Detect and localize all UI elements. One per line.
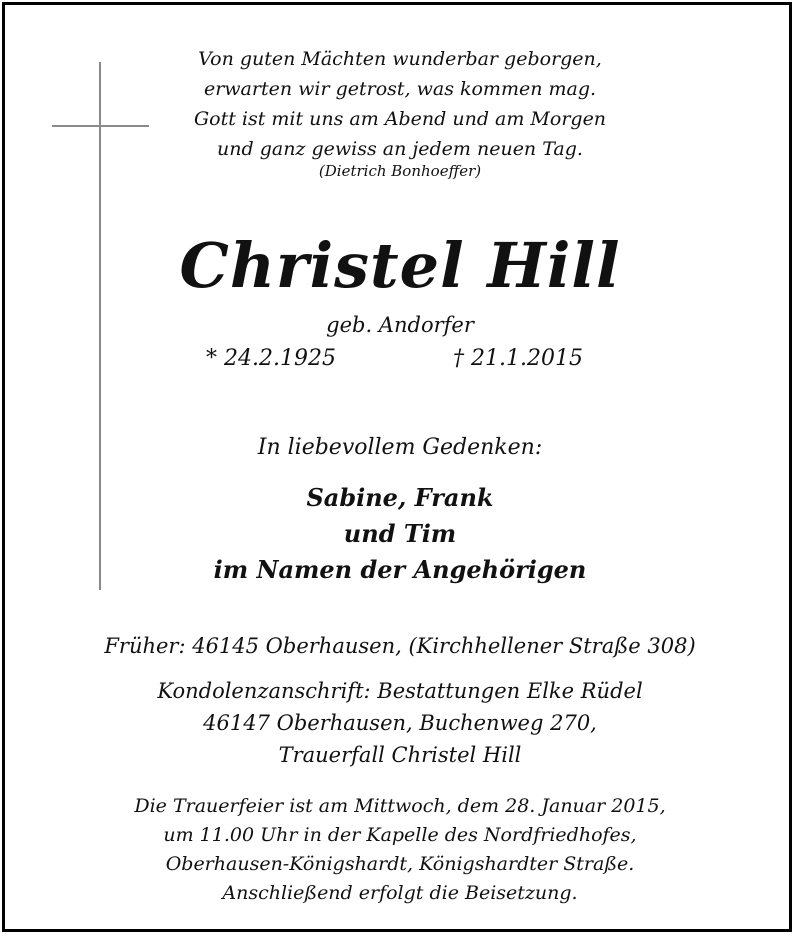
former-address	[0, 630, 800, 662]
birth-date: * 24.2.1925	[206, 346, 336, 371]
poem-line: Von guten Mächten wunderbar geborgen,	[198, 48, 602, 70]
former-address-text: Früher: 46145 Oberhausen, (Kirchhellener Straße 308)	[104, 634, 696, 658]
funeral-line: Anschließend erfolgt die Beisetzung.	[222, 882, 578, 904]
death-date: † 21.1.2015	[453, 346, 583, 371]
maiden-name	[0, 310, 800, 340]
poem-line: und ganz gewiss an jedem neuen Tag.	[217, 138, 583, 160]
maiden-name-text: geb. Andorfer	[326, 313, 474, 337]
condolence-line: Kondolenzanschrift: Bestattungen Elke Rüdel	[157, 679, 643, 703]
condolence-line: Trauerfall Christel Hill	[278, 743, 522, 767]
funeral-line: Oberhausen-Königshardt, Königshardter Straße.	[165, 853, 635, 875]
family-line: Sabine, Frank	[306, 483, 494, 512]
deceased-name-text: Christel Hill	[179, 229, 621, 302]
poem-author	[0, 160, 800, 182]
funeral-line: um 11.00 Uhr in der Kapelle des Nordfriedhofes,	[163, 824, 637, 846]
family-line: im Namen der Angehörigen	[213, 555, 587, 584]
poem-verse	[0, 44, 800, 164]
memory-heading-text: In liebevollem Gedenken:	[257, 435, 543, 460]
poem-author-text: (Dietrich Bonhoeffer)	[318, 162, 482, 180]
family-line: und Tim	[343, 519, 457, 548]
memory-heading	[0, 432, 800, 464]
condolence-address	[0, 675, 800, 771]
poem-line: erwarten wir getrost, was kommen mag.	[203, 78, 597, 100]
deceased-name	[0, 228, 800, 304]
funeral-details	[0, 792, 800, 908]
condolence-line: 46147 Oberhausen, Buchenweg 270,	[203, 711, 597, 735]
family-signature	[0, 480, 800, 588]
poem-line: Gott ist mit uns am Abend und am Morgen	[193, 108, 607, 130]
funeral-line: Die Trauerfeier ist am Mittwoch, dem 28. Januar 2015,	[134, 795, 666, 817]
